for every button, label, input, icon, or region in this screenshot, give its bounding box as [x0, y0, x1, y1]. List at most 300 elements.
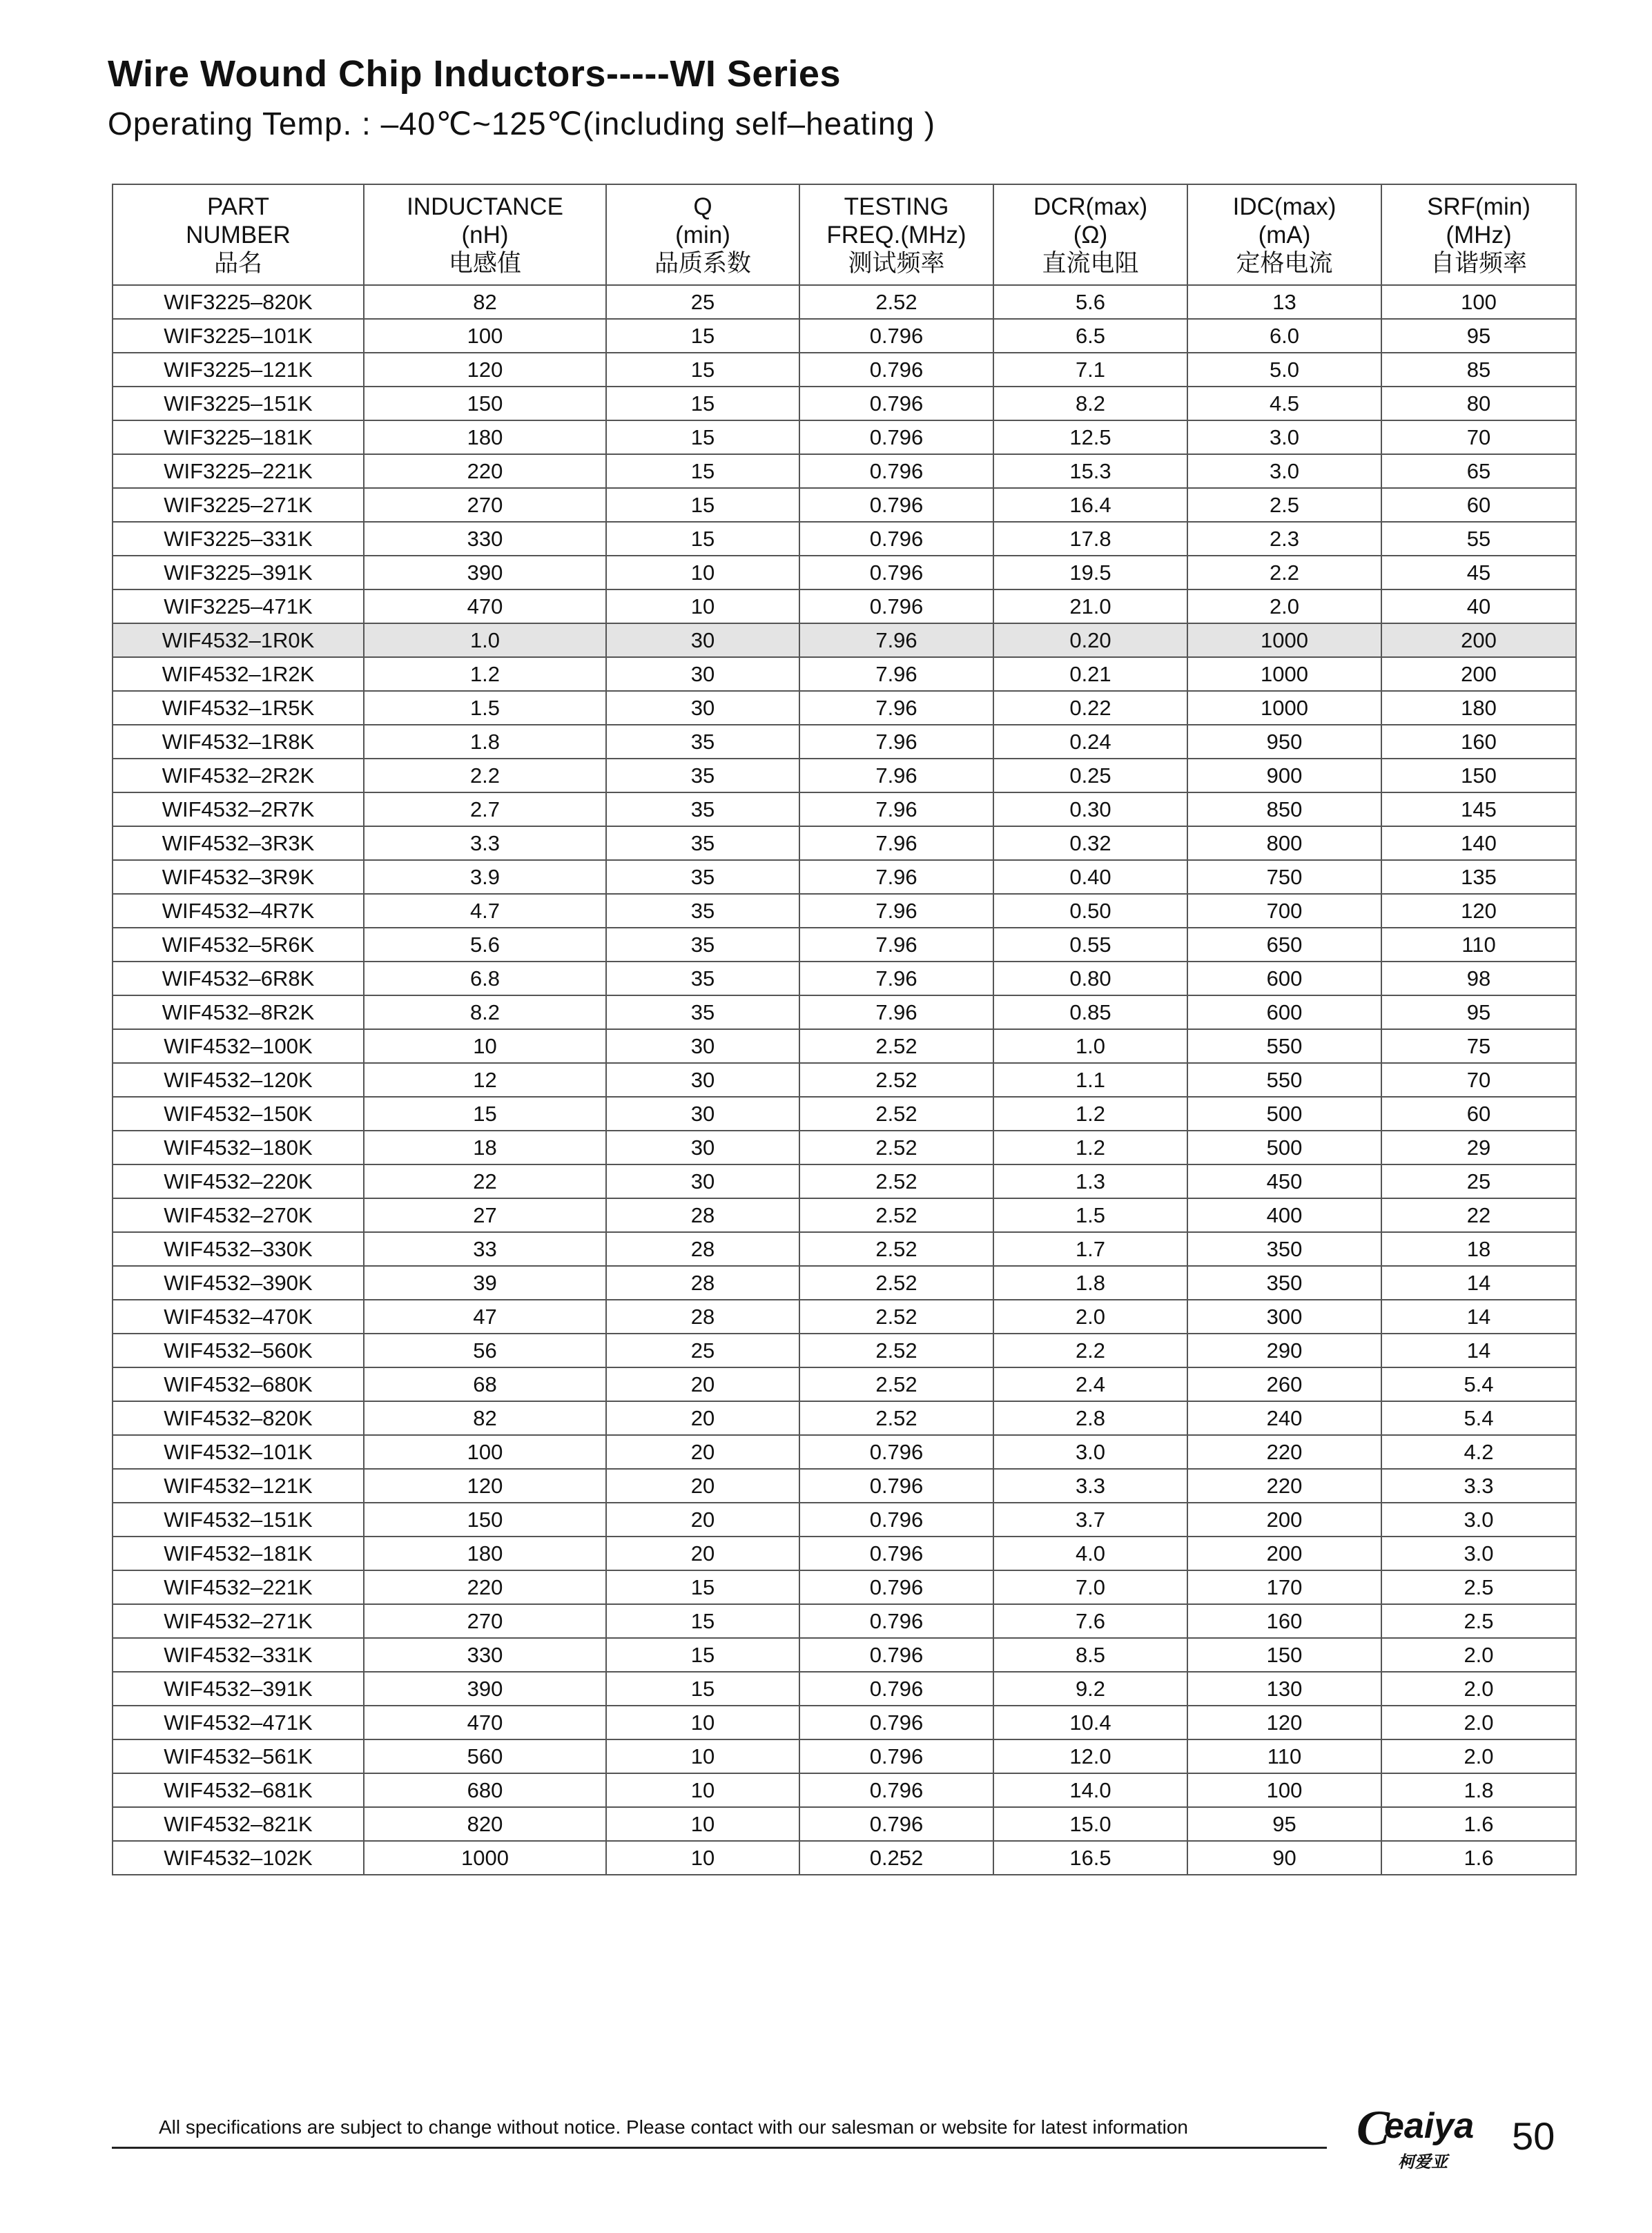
table-cell: 100	[1381, 285, 1576, 319]
table-cell: 0.796	[799, 1739, 993, 1773]
table-cell: 2.52	[799, 1232, 993, 1266]
table-cell: 28	[606, 1198, 799, 1232]
column-header-line: SRF(min)	[1427, 193, 1530, 220]
table-cell: 70	[1381, 420, 1576, 454]
logo-initial: C	[1357, 2100, 1390, 2156]
part-number-cell: WIF4532–471K	[113, 1706, 364, 1739]
table-cell: 98	[1381, 962, 1576, 995]
column-header-line: FREQ.(MHz)	[826, 221, 966, 248]
table-cell: 7.96	[799, 826, 993, 860]
part-number-cell: WIF4532–271K	[113, 1604, 364, 1638]
table-cell: 30	[606, 691, 799, 725]
table-cell: 47	[364, 1300, 606, 1334]
table-cell: 1.1	[993, 1063, 1187, 1097]
table-cell: 820	[364, 1807, 606, 1841]
table-row	[113, 962, 1576, 995]
table-row	[113, 1773, 1576, 1807]
column-header	[993, 184, 1187, 285]
part-number-cell: WIF4532–150K	[113, 1097, 364, 1131]
table-cell: 800	[1187, 826, 1381, 860]
table-cell: 1.3	[993, 1164, 1187, 1198]
table-row	[113, 1334, 1576, 1367]
part-number-cell: WIF4532–3R3K	[113, 826, 364, 860]
table-cell: 0.796	[799, 556, 993, 589]
table-cell: 33	[364, 1232, 606, 1266]
table-cell: 1.5	[364, 691, 606, 725]
table-cell: 220	[364, 454, 606, 488]
table-cell: 2.2	[993, 1334, 1187, 1367]
column-header-line: DCR(max)	[1033, 193, 1148, 220]
table-cell: 30	[606, 657, 799, 691]
table-cell: 110	[1187, 1739, 1381, 1773]
table-cell: 2.52	[799, 1198, 993, 1232]
table-cell: 27	[364, 1198, 606, 1232]
table-cell: 700	[1187, 894, 1381, 928]
table-cell: 600	[1187, 962, 1381, 995]
table-cell: 28	[606, 1266, 799, 1300]
column-header	[364, 184, 606, 285]
table-cell: 2.52	[799, 1131, 993, 1164]
table-cell: 0.796	[799, 1537, 993, 1570]
table-cell: 3.0	[1187, 454, 1381, 488]
table-cell: 20	[606, 1401, 799, 1435]
table-cell: 0.796	[799, 488, 993, 522]
part-number-cell: WIF3225–221K	[113, 454, 364, 488]
table-cell: 16.4	[993, 488, 1187, 522]
table-cell: 56	[364, 1334, 606, 1367]
table-cell: 15	[606, 387, 799, 420]
part-number-cell: WIF4532–391K	[113, 1672, 364, 1706]
table-cell: 35	[606, 759, 799, 792]
table-cell: 21.0	[993, 589, 1187, 623]
table-cell: 5.6	[993, 285, 1187, 319]
table-row	[113, 1435, 1576, 1469]
part-number-cell: WIF4532–2R7K	[113, 792, 364, 826]
table-cell: 20	[606, 1537, 799, 1570]
table-row	[113, 1063, 1576, 1097]
table-cell: 2.5	[1381, 1570, 1576, 1604]
table-cell: 750	[1187, 860, 1381, 894]
table-cell: 560	[364, 1739, 606, 1773]
table-row	[113, 589, 1576, 623]
table-cell: 14.0	[993, 1773, 1187, 1807]
table-cell: 25	[606, 1334, 799, 1367]
table-row	[113, 1232, 1576, 1266]
table-cell: 0.796	[799, 454, 993, 488]
table-cell: 270	[364, 488, 606, 522]
table-cell: 15.0	[993, 1807, 1187, 1841]
table-cell: 3.0	[1187, 420, 1381, 454]
column-header-line: (Ω)	[1073, 221, 1108, 248]
table-cell: 15	[606, 488, 799, 522]
table-cell: 0.796	[799, 1469, 993, 1503]
table-cell: 29	[1381, 1131, 1576, 1164]
table-cell: 19.5	[993, 556, 1187, 589]
table-cell: 0.796	[799, 420, 993, 454]
spec-table	[112, 184, 1577, 1875]
part-number-cell: WIF4532–181K	[113, 1537, 364, 1570]
table-row	[113, 1131, 1576, 1164]
table-row	[113, 725, 1576, 759]
table-cell: 22	[1381, 1198, 1576, 1232]
table-cell: 16.5	[993, 1841, 1187, 1875]
column-header-line: NUMBER	[186, 221, 291, 248]
table-cell: 2.8	[993, 1401, 1187, 1435]
table-row	[113, 1300, 1576, 1334]
table-cell: 900	[1187, 759, 1381, 792]
table-cell: 2.0	[1187, 589, 1381, 623]
table-cell: 2.0	[1381, 1672, 1576, 1706]
table-cell: 35	[606, 962, 799, 995]
table-cell: 15	[606, 353, 799, 387]
table-cell: 82	[364, 1401, 606, 1435]
table-cell: 39	[364, 1266, 606, 1300]
table-cell: 450	[1187, 1164, 1381, 1198]
table-cell: 2.0	[1381, 1739, 1576, 1773]
part-number-cell: WIF4532–180K	[113, 1131, 364, 1164]
table-cell: 95	[1381, 319, 1576, 353]
table-cell: 65	[1381, 454, 1576, 488]
table-cell: 390	[364, 556, 606, 589]
table-cell: 3.3	[993, 1469, 1187, 1503]
table-cell: 100	[1187, 1773, 1381, 1807]
part-number-cell: WIF4532–2R2K	[113, 759, 364, 792]
part-number-cell: WIF4532–680K	[113, 1367, 364, 1401]
part-number-cell: WIF4532–330K	[113, 1232, 364, 1266]
table-cell: 10.4	[993, 1706, 1187, 1739]
table-cell: 35	[606, 928, 799, 962]
table-cell: 15	[606, 1638, 799, 1672]
table-cell: 1.0	[993, 1029, 1187, 1063]
table-cell: 350	[1187, 1266, 1381, 1300]
table-cell: 1.2	[993, 1131, 1187, 1164]
table-cell: 3.0	[1381, 1537, 1576, 1570]
table-cell: 14	[1381, 1266, 1576, 1300]
column-header	[1381, 184, 1576, 285]
table-cell: 75	[1381, 1029, 1576, 1063]
table-cell: 1000	[1187, 623, 1381, 657]
part-number-cell: WIF4532–331K	[113, 1638, 364, 1672]
part-number-cell: WIF3225–331K	[113, 522, 364, 556]
table-cell: 8.2	[364, 995, 606, 1029]
table-cell: 15	[606, 1672, 799, 1706]
table-row	[113, 928, 1576, 962]
table-cell: 80	[1381, 387, 1576, 420]
table-cell: 5.0	[1187, 353, 1381, 387]
table-row	[113, 995, 1576, 1029]
table-cell: 1.6	[1381, 1841, 1576, 1875]
table-row	[113, 1672, 1576, 1706]
table-cell: 28	[606, 1300, 799, 1334]
column-header-line: (nH)	[461, 221, 509, 248]
table-header-row	[113, 184, 1576, 285]
table-cell: 30	[606, 623, 799, 657]
table-cell: 180	[364, 420, 606, 454]
table-cell: 330	[364, 522, 606, 556]
page-number: 50	[1512, 2114, 1555, 2158]
table-cell: 550	[1187, 1063, 1381, 1097]
table-cell: 120	[1381, 894, 1576, 928]
part-number-cell: WIF3225–121K	[113, 353, 364, 387]
table-cell: 7.96	[799, 995, 993, 1029]
column-header-line: Q	[693, 193, 712, 220]
table-cell: 7.96	[799, 928, 993, 962]
part-number-cell: WIF3225–391K	[113, 556, 364, 589]
table-row	[113, 1367, 1576, 1401]
table-row	[113, 522, 1576, 556]
table-cell: 0.32	[993, 826, 1187, 860]
table-cell: 2.2	[1187, 556, 1381, 589]
table-cell: 60	[1381, 488, 1576, 522]
table-cell: 1.2	[364, 657, 606, 691]
table-cell: 25	[606, 285, 799, 319]
table-cell: 1.8	[364, 725, 606, 759]
table-cell: 1.8	[993, 1266, 1187, 1300]
table-cell: 180	[1381, 691, 1576, 725]
table-cell: 3.3	[1381, 1469, 1576, 1503]
table-cell: 130	[1187, 1672, 1381, 1706]
table-cell: 3.7	[993, 1503, 1187, 1537]
column-header-line: TESTING	[844, 193, 949, 220]
part-number-cell: WIF4532–6R8K	[113, 962, 364, 995]
table-cell: 1.7	[993, 1232, 1187, 1266]
table-row	[113, 1807, 1576, 1841]
table-cell: 0.796	[799, 1570, 993, 1604]
table-cell: 15	[606, 1604, 799, 1638]
table-cell: 0.796	[799, 1706, 993, 1739]
table-row	[113, 894, 1576, 928]
table-cell: 10	[606, 1807, 799, 1841]
table-cell: 20	[606, 1367, 799, 1401]
table-cell: 500	[1187, 1131, 1381, 1164]
part-number-cell: WIF4532–1R2K	[113, 657, 364, 691]
part-number-cell: WIF4532–470K	[113, 1300, 364, 1334]
table-cell: 10	[606, 1841, 799, 1875]
table-cell: 15	[364, 1097, 606, 1131]
table-cell: 240	[1187, 1401, 1381, 1435]
table-cell: 35	[606, 894, 799, 928]
part-number-cell: WIF4532–1R0K	[113, 623, 364, 657]
column-header-line: 品质系数	[654, 249, 751, 277]
table-cell: 110	[1381, 928, 1576, 962]
table-cell: 14	[1381, 1334, 1576, 1367]
part-number-cell: WIF3225–181K	[113, 420, 364, 454]
table-cell: 0.50	[993, 894, 1187, 928]
table-row	[113, 1469, 1576, 1503]
part-number-cell: WIF3225–151K	[113, 387, 364, 420]
table-cell: 0.24	[993, 725, 1187, 759]
table-row	[113, 1537, 1576, 1570]
table-cell: 15	[606, 522, 799, 556]
table-cell: 5.6	[364, 928, 606, 962]
table-cell: 200	[1381, 623, 1576, 657]
table-cell: 7.96	[799, 792, 993, 826]
table-cell: 22	[364, 1164, 606, 1198]
table-cell: 82	[364, 285, 606, 319]
column-header	[113, 184, 364, 285]
table-cell: 150	[1381, 759, 1576, 792]
table-cell: 0.796	[799, 319, 993, 353]
table-cell: 0.80	[993, 962, 1187, 995]
table-cell: 0.796	[799, 1638, 993, 1672]
column-header-line: 直流电阻	[1042, 249, 1139, 277]
table-cell: 120	[364, 353, 606, 387]
table-cell: 10	[606, 556, 799, 589]
part-number-cell: WIF4532–820K	[113, 1401, 364, 1435]
column-header-line: (MHz)	[1446, 221, 1512, 248]
table-cell: 2.5	[1187, 488, 1381, 522]
table-cell: 10	[606, 1706, 799, 1739]
table-cell: 400	[1187, 1198, 1381, 1232]
column-header	[799, 184, 993, 285]
column-header-line: 定格电流	[1236, 249, 1333, 277]
table-cell: 30	[606, 1131, 799, 1164]
table-cell: 1.8	[1381, 1773, 1576, 1807]
part-number-cell: WIF4532–1R8K	[113, 725, 364, 759]
table-cell: 2.0	[1381, 1706, 1576, 1739]
table-cell: 1.0	[364, 623, 606, 657]
part-number-cell: WIF4532–151K	[113, 1503, 364, 1537]
table-cell: 1000	[1187, 691, 1381, 725]
table-cell: 160	[1381, 725, 1576, 759]
table-cell: 30	[606, 1097, 799, 1131]
table-row	[113, 1503, 1576, 1537]
table-cell: 85	[1381, 353, 1576, 387]
table-cell: 95	[1187, 1807, 1381, 1841]
table-cell: 70	[1381, 1063, 1576, 1097]
table-row	[113, 1266, 1576, 1300]
table-cell: 0.796	[799, 522, 993, 556]
table-cell: 150	[364, 1503, 606, 1537]
table-cell: 200	[1187, 1503, 1381, 1537]
column-header	[1187, 184, 1381, 285]
operating-temp-subtitle: Operating Temp. : –40℃~125℃(including self–heating )	[108, 106, 936, 142]
table-cell: 0.20	[993, 623, 1187, 657]
table-cell: 2.52	[799, 1097, 993, 1131]
table-cell: 10	[606, 589, 799, 623]
table-cell: 150	[1187, 1638, 1381, 1672]
table-cell: 2.52	[799, 1401, 993, 1435]
table-cell: 100	[364, 1435, 606, 1469]
column-header-line: INDUCTANCE	[407, 193, 563, 220]
table-row	[113, 691, 1576, 725]
table-cell: 170	[1187, 1570, 1381, 1604]
logo-wordmark: eaiya	[1384, 2106, 1475, 2146]
table-cell: 28	[606, 1232, 799, 1266]
table-cell: 7.0	[993, 1570, 1187, 1604]
column-header-line: IDC(max)	[1232, 193, 1337, 220]
part-number-cell: WIF4532–221K	[113, 1570, 364, 1604]
table-cell: 7.6	[993, 1604, 1187, 1638]
table-cell: 150	[364, 387, 606, 420]
table-cell: 0.796	[799, 1503, 993, 1537]
table-row	[113, 488, 1576, 522]
table-cell: 2.52	[799, 1063, 993, 1097]
table-cell: 1.6	[1381, 1807, 1576, 1841]
table-cell: 2.52	[799, 1367, 993, 1401]
table-cell: 0.252	[799, 1841, 993, 1875]
table-row	[113, 759, 1576, 792]
table-row	[113, 454, 1576, 488]
table-row	[113, 1097, 1576, 1131]
column-header-line: (min)	[675, 221, 730, 248]
table-cell: 470	[364, 1706, 606, 1739]
table-cell: 25	[1381, 1164, 1576, 1198]
table-cell: 35	[606, 995, 799, 1029]
table-cell: 2.52	[799, 1334, 993, 1367]
table-cell: 2.0	[1381, 1638, 1576, 1672]
table-cell: 7.96	[799, 623, 993, 657]
table-cell: 0.796	[799, 1773, 993, 1807]
table-cell: 10	[606, 1773, 799, 1807]
table-cell: 15	[606, 420, 799, 454]
table-cell: 7.96	[799, 657, 993, 691]
table-cell: 0.796	[799, 589, 993, 623]
table-cell: 8.5	[993, 1638, 1187, 1672]
part-number-cell: WIF3225–820K	[113, 285, 364, 319]
column-header-line: 自谐频率	[1430, 249, 1527, 277]
table-cell: 470	[364, 589, 606, 623]
table-cell: 0.796	[799, 387, 993, 420]
table-cell: 20	[606, 1435, 799, 1469]
table-row	[113, 657, 1576, 691]
part-number-cell: WIF4532–821K	[113, 1807, 364, 1841]
part-number-cell: WIF3225–101K	[113, 319, 364, 353]
table-cell: 18	[364, 1131, 606, 1164]
table-row	[113, 826, 1576, 860]
table-cell: 6.0	[1187, 319, 1381, 353]
table-cell: 135	[1381, 860, 1576, 894]
table-row	[113, 353, 1576, 387]
table-body	[113, 285, 1576, 1875]
logo-chinese-name: 柯爱亚	[1398, 2153, 1448, 2172]
table-cell: 0.796	[799, 1435, 993, 1469]
table-row	[113, 1198, 1576, 1232]
part-number-cell: WIF4532–120K	[113, 1063, 364, 1097]
table-cell: 6.8	[364, 962, 606, 995]
table-cell: 35	[606, 826, 799, 860]
table-cell: 7.96	[799, 725, 993, 759]
table-cell: 180	[364, 1537, 606, 1570]
table-cell: 200	[1381, 657, 1576, 691]
part-number-cell: WIF4532–560K	[113, 1334, 364, 1367]
table-cell: 1.2	[993, 1097, 1187, 1131]
table-cell: 12.5	[993, 420, 1187, 454]
table-cell: 2.2	[364, 759, 606, 792]
table-cell: 290	[1187, 1334, 1381, 1367]
table-row	[113, 1604, 1576, 1638]
table-cell: 300	[1187, 1300, 1381, 1334]
table-cell: 3.0	[993, 1435, 1187, 1469]
part-number-cell: WIF4532–101K	[113, 1435, 364, 1469]
table-cell: 650	[1187, 928, 1381, 962]
part-number-cell: WIF4532–4R7K	[113, 894, 364, 928]
part-number-cell: WIF4532–270K	[113, 1198, 364, 1232]
table-cell: 2.52	[799, 285, 993, 319]
table-cell: 0.22	[993, 691, 1187, 725]
table-cell: 850	[1187, 792, 1381, 826]
table-row	[113, 860, 1576, 894]
part-number-cell: WIF4532–121K	[113, 1469, 364, 1503]
table-cell: 13	[1187, 285, 1381, 319]
table-cell: 5.4	[1381, 1401, 1576, 1435]
table-cell: 35	[606, 860, 799, 894]
part-number-cell: WIF4532–561K	[113, 1739, 364, 1773]
table-cell: 20	[606, 1503, 799, 1537]
table-cell: 4.7	[364, 894, 606, 928]
table-row	[113, 1841, 1576, 1875]
table-row	[113, 387, 1576, 420]
